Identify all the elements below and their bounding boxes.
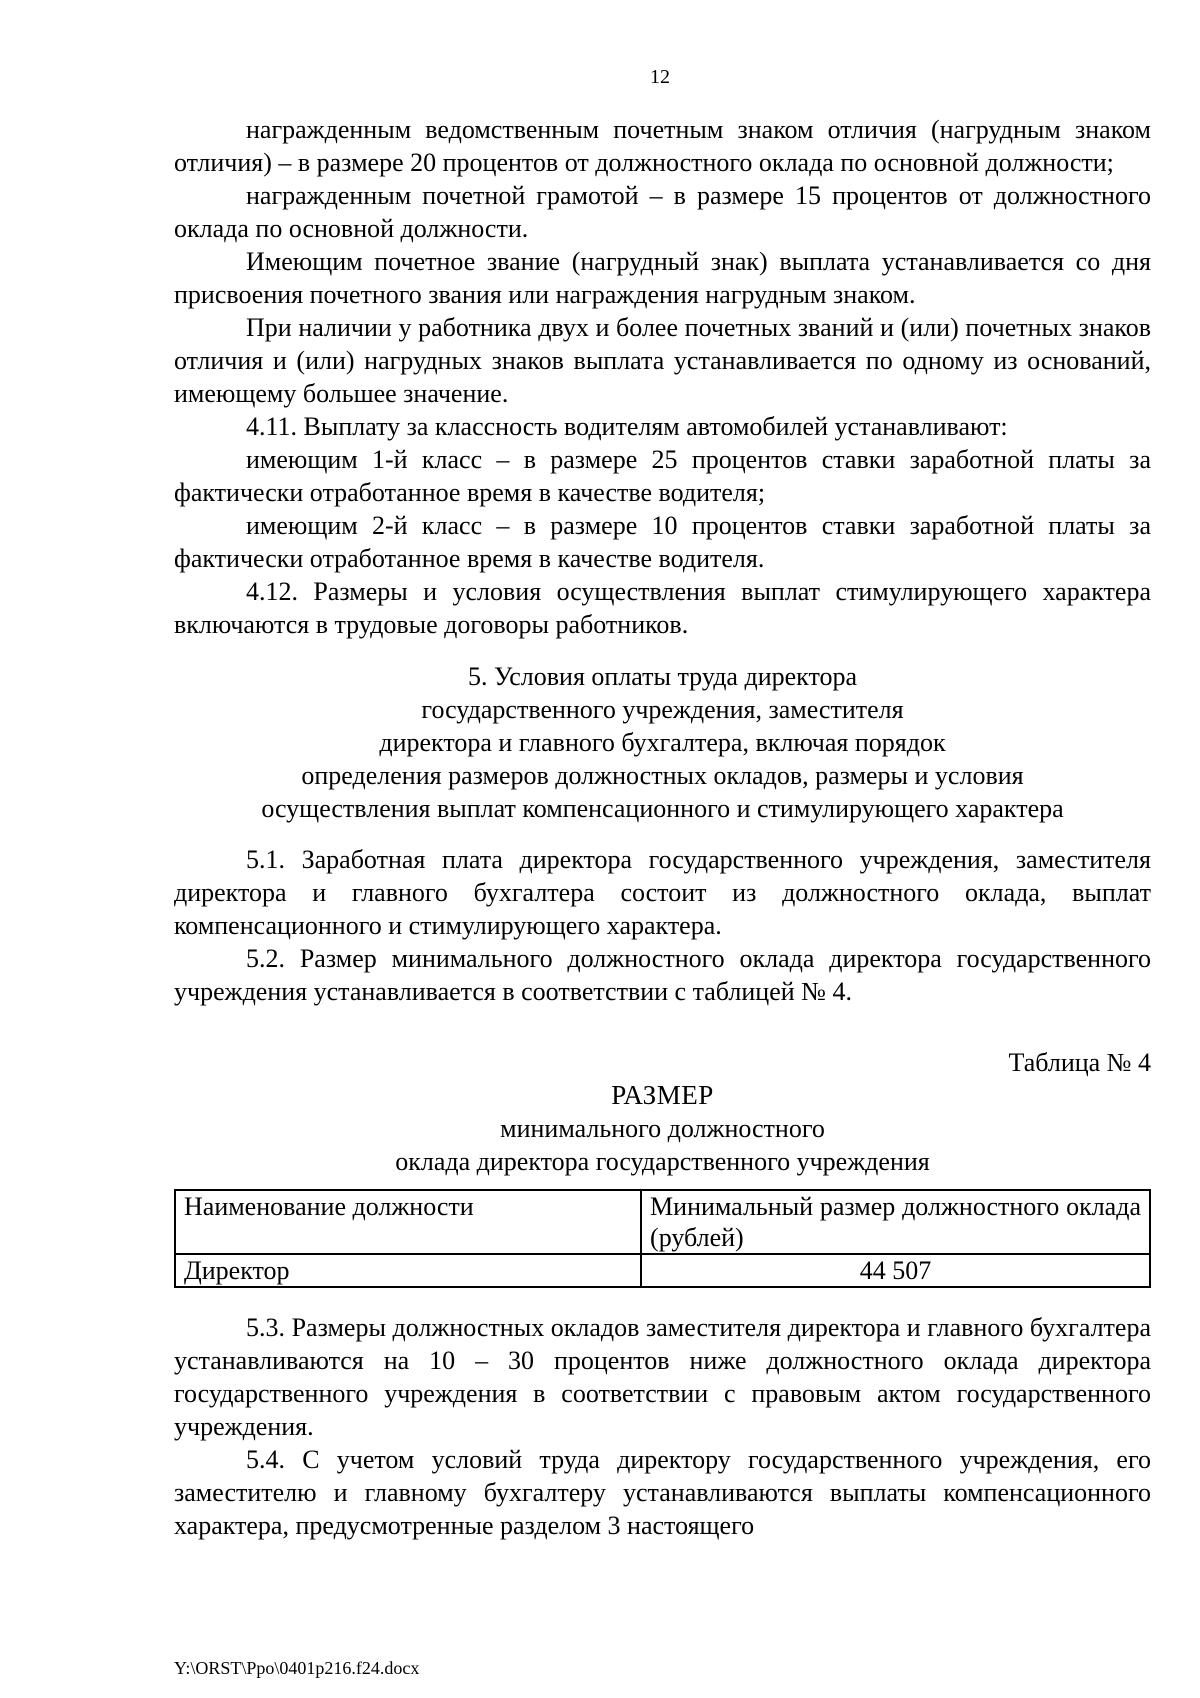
table-header-cell: Минимальный размер должностного оклада (рублей) bbox=[641, 1190, 1150, 1254]
paragraph: 5.2. Размер минимального должностного оклада директора государственного учреждения устанавливается в соответствии с таблицей № 4. bbox=[174, 944, 1151, 1006]
table-row bbox=[175, 1254, 1150, 1287]
paragraph: 5.3. Размеры должностных окладов заместителя директора и главного бухгалтера устанавливаются на 10 – 30 процентов ниже должностного оклада директора государственного учреждения в соответствии с правовым актом государственного учреждения. bbox=[174, 1313, 1151, 1441]
table-title-line: оклада директора государственного учреждения bbox=[395, 1147, 930, 1176]
table-header-cell: Наименование должности bbox=[175, 1190, 641, 1254]
heading-line: определения размеров должностных окладов, размеры и условия bbox=[301, 761, 1024, 790]
paragraph: Имеющим почетное звание (нагрудный знак) выплата устанавливается со дня присвоения почетного звания или награждения нагрудным знаком. bbox=[174, 247, 1151, 309]
heading-line: директора и главного бухгалтера, включая порядок bbox=[379, 728, 946, 757]
table-cell: Директор bbox=[175, 1254, 641, 1287]
paragraph: имеющим 2-й класс – в размере 10 процентов ставки заработной платы за фактически отработанное время в качестве водителя. bbox=[174, 511, 1151, 573]
section-heading bbox=[174, 660, 1151, 825]
paragraph: 5.4. С учетом условий труда директору государственного учреждения, его заместителю и главному бухгалтеру устанавливаются выплаты компенсационного характера, предусмотренные разделом 3 настоящего bbox=[174, 1445, 1151, 1540]
document-body bbox=[174, 113, 1151, 1542]
heading-line: 5. Условия оплаты труда директора bbox=[467, 662, 858, 691]
heading-line: государственного учреждения, заместителя bbox=[421, 695, 904, 724]
table-caption: Таблица № 4 bbox=[1008, 1048, 1151, 1077]
paragraph: награжденным ведомственным почетным знаком отличия (нагрудным знаком отличия) – в размере 20 процентов от должностного оклада по основной должности; bbox=[174, 115, 1151, 177]
salary-table bbox=[174, 1189, 1151, 1288]
table-title-line: РАЗМЕР bbox=[611, 1080, 714, 1110]
paragraph: 4.12. Размеры и условия осуществления выплат стимулирующего характера включаются в трудовые договоры работников. bbox=[174, 577, 1151, 639]
table-cell: 44 507 bbox=[641, 1254, 1150, 1287]
paragraph: имеющим 1-й класс – в размере 25 процентов ставки заработной платы за фактически отработанное время в качестве водителя; bbox=[174, 445, 1151, 507]
paragraph: награжденным почетной грамотой – в размере 15 процентов от должностного оклада по основной должности. bbox=[174, 181, 1151, 243]
table-title-line: минимального должностного bbox=[500, 1114, 825, 1143]
heading-line: осуществления выплат компенсационного и стимулирующего характера bbox=[261, 794, 1064, 823]
paragraph: 4.11. Выплату за классность водителям автомобилей устанавливают: bbox=[246, 412, 1008, 441]
page-number: 12 bbox=[650, 66, 670, 88]
table-header-row bbox=[175, 1190, 1150, 1254]
paragraph: При наличии у работника двух и более почетных званий и (или) почетных знаков отличия и (или) нагрудных знаков выплата устанавливается по одному из оснований, имеющему большее значение. bbox=[174, 313, 1151, 408]
table-title bbox=[174, 1079, 1151, 1178]
file-path-footer: Y:\ORST\Ppo\0401p216.f24.docx bbox=[174, 1658, 420, 1678]
paragraph: 5.1. Заработная плата директора государственного учреждения, заместителя директора и главного бухгалтера состоит из должностного оклада, выплат компенсационного и стимулирующего характера. bbox=[174, 845, 1151, 940]
